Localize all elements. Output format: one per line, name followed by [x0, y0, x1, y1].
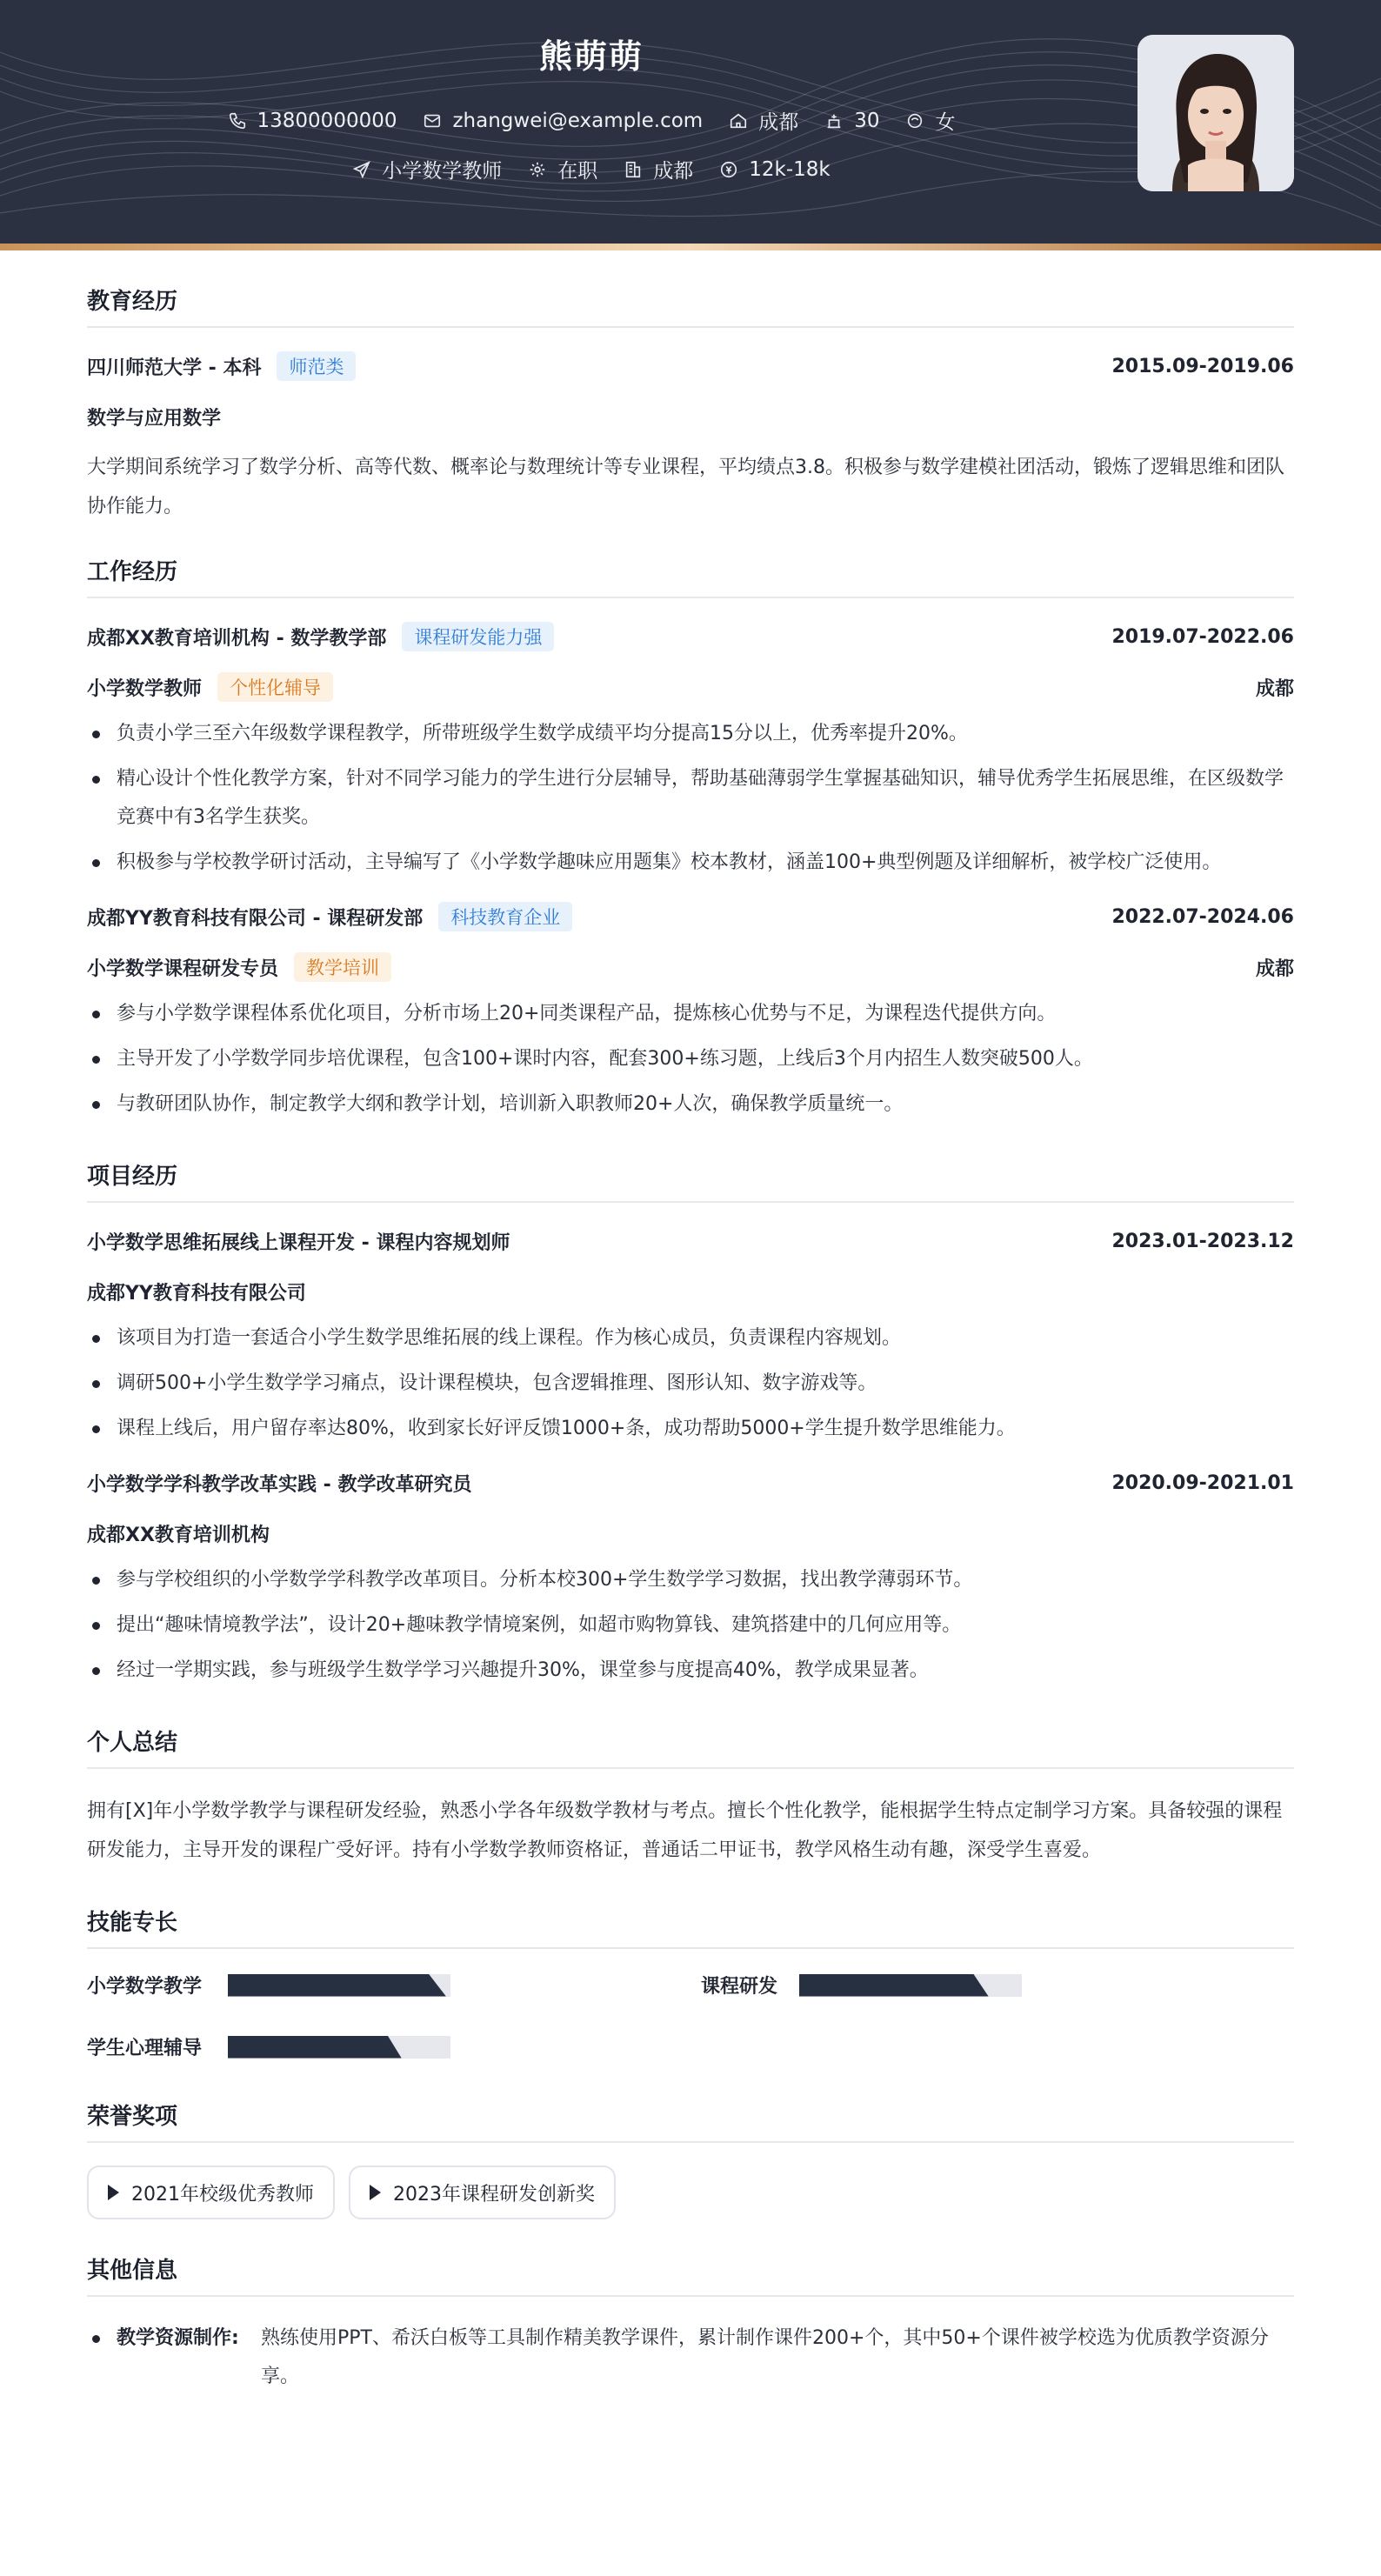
building-icon — [624, 160, 643, 179]
status-icon — [528, 160, 547, 179]
resume-content — [87, 261, 1294, 2396]
email-text: zhangwei@example.com — [452, 109, 704, 132]
education-description: 大学期间系统学习了数学分析、高等代数、概率论与数理统计等专业课程，平均绩点3.8。积极参与数学建模社团活动，锻炼了逻辑思维和团队协作能力。 — [87, 457, 1284, 517]
company-tag: 科技教育企业 — [438, 902, 572, 931]
phone-icon — [228, 111, 247, 130]
work-head — [87, 621, 1294, 652]
skill-fill — [799, 1974, 989, 1997]
project-head — [87, 1225, 1294, 1257]
skill-item — [87, 1972, 701, 1999]
school-line: 四川师范大学 - 本科 — [87, 357, 262, 379]
status-text: 在职 — [557, 160, 598, 183]
salary-item — [719, 158, 830, 181]
list-item: 提出“趣味情境教学法”，设计20+趣味教学情境案例，如超市购物算钱、建筑搭建中的几何应用等。 — [87, 1606, 1294, 1645]
project-name: 小学数学学科教学改革实践 - 教学改革研究员 — [87, 1473, 472, 1496]
gender-item — [905, 106, 955, 135]
section-title-education: 教育经历 — [87, 284, 1294, 328]
hometown-item — [729, 106, 798, 135]
list-item: 参与学校组织的小学数学学科教学改革项目。分析本校300+学生数学学习数据，找出教学薄弱环节。 — [87, 1561, 1294, 1599]
education-entry — [87, 350, 1294, 526]
skill-name: 课程研发 — [701, 1976, 778, 1998]
work-location: 成都 — [1255, 677, 1294, 700]
skill-name: 小学数学教学 — [87, 1976, 203, 1998]
education-dates: 2015.09-2019.06 — [1111, 355, 1294, 377]
role-line — [87, 951, 1294, 983]
list-item: 积极参与学校教学研讨活动，主导编写了《小学数学趣味应用题集》校本教材，涵盖100+典型例题及详细解析，被学校广泛使用。 — [87, 844, 1294, 882]
resume-header — [0, 0, 1381, 247]
age-item — [824, 110, 879, 132]
list-item: 经过一学期实践，参与班级学生数学学习兴趣提升30%，课堂参与度提高40%，教学成果显著。 — [87, 1652, 1294, 1690]
skills-grid — [87, 1972, 1294, 2060]
company-tag: 课程研发能力强 — [402, 622, 554, 651]
role-tag: 个性化辅导 — [217, 672, 333, 702]
company-line: 成都YY教育科技有限公司 - 课程研发部 — [87, 907, 424, 930]
work-head — [87, 901, 1294, 932]
skill-item — [87, 2033, 701, 2060]
list-item: 调研500+小学生数学学习痛点，设计课程模块，包含逻辑推理、图形认知、数字游戏等。 — [87, 1365, 1294, 1403]
work-dates: 2019.07-2022.06 — [1111, 625, 1294, 648]
role-text: 小学数学课程研发专员 — [87, 958, 279, 980]
project-entry — [87, 1467, 1294, 1690]
skill-item — [701, 1972, 1294, 1999]
project-entry — [87, 1225, 1294, 1448]
company-line: 成都XX教育培训机构 - 数学教学部 — [87, 627, 387, 650]
education-section — [87, 284, 1294, 526]
list-item: 负责小学三至六年级数学课程教学，所带班级学生数学成绩平均分提高15分以上，优秀率提升20%。 — [87, 715, 1294, 753]
intent-row — [0, 155, 1183, 184]
work-bullets — [87, 995, 1294, 1124]
list-item: 精心设计个性化教学方案，针对不同学习能力的学生进行分层辅导，帮助基础薄弱学生掌握基础知识，辅导优秀学生拓展思维，在区级数学竞赛中有3名学生获奖。 — [87, 760, 1294, 837]
work-section — [87, 554, 1294, 1124]
project-dates: 2023.01-2023.12 — [1111, 1230, 1294, 1252]
skill-fill — [228, 1974, 446, 1997]
honor-badge — [87, 2166, 335, 2219]
work-dates: 2022.07-2024.06 — [1111, 905, 1294, 928]
honors-section — [87, 2099, 1294, 2219]
salary-icon — [719, 160, 738, 179]
play-triangle-icon — [370, 2185, 381, 2200]
list-item: 主导开发了小学数学同步培优课程，包含100+课时内容，配套300+练习题，上线后3个月内招生人数突破500人。 — [87, 1040, 1294, 1078]
project-org: 成都XX教育培训机构 — [87, 1524, 270, 1546]
phone-text: 13800000000 — [257, 109, 397, 132]
role-tag: 教学培训 — [294, 952, 391, 982]
portrait-image — [1137, 35, 1294, 191]
age-icon — [824, 111, 844, 130]
skill-bar — [799, 1974, 1022, 1997]
profile-photo — [1137, 35, 1294, 191]
section-title-other: 其他信息 — [87, 2252, 1294, 2297]
gender-text: 女 — [935, 111, 956, 134]
project-org: 成都YY教育科技有限公司 — [87, 1282, 306, 1305]
section-title-work: 工作经历 — [87, 554, 1294, 598]
honor-badge — [349, 2166, 616, 2219]
project-bullets — [87, 1319, 1294, 1448]
section-title-skills: 技能专长 — [87, 1905, 1294, 1949]
work-bullets — [87, 715, 1294, 882]
phone-item — [228, 110, 397, 132]
send-icon — [352, 160, 371, 179]
play-triangle-icon — [108, 2185, 119, 2200]
status-item — [528, 155, 597, 184]
honor-text: 2021年校级优秀教师 — [131, 2183, 314, 2206]
section-title-honors: 荣誉奖项 — [87, 2099, 1294, 2143]
summary-section — [87, 1725, 1294, 1870]
skills-section — [87, 1905, 1294, 2060]
skill-bar — [228, 2036, 450, 2059]
age-text: 30 — [854, 109, 880, 132]
role-text: 小学数学教师 — [87, 677, 203, 700]
project-bullets — [87, 1561, 1294, 1690]
work-entry — [87, 901, 1294, 1124]
work-entry — [87, 621, 1294, 882]
other-text: 熟练使用PPT、希沃白板等工具制作精美教学课件，累计制作课件200+个，其中50+个课件被学校选为优质教学资源分享。 — [261, 2327, 1269, 2387]
section-title-summary: 个人总结 — [87, 1725, 1294, 1769]
section-title-projects: 项目经历 — [87, 1158, 1294, 1203]
home-icon — [729, 111, 748, 130]
school-tag: 师范类 — [277, 351, 356, 381]
skill-bar — [228, 1974, 450, 1997]
other-label: 教学资源制作: — [117, 2327, 239, 2349]
candidate-name: 熊萌萌 — [538, 37, 644, 76]
education-head — [87, 350, 1294, 382]
city-text: 成都 — [653, 160, 694, 183]
list-item: 课程上线后，用户留存率达80%，收到家长好评反馈1000+条，成功帮助5000+学生提升数学思维能力。 — [87, 1410, 1294, 1448]
summary-text: 拥有[X]年小学数学教学与课程研发经验，熟悉小学各年级数学教材与考点。擅长个性化教学，能根据学生特点定制学习方案。具备较强的课程研发能力，主导开发的课程广受好评。持有小学数学教师资格证，普通话二甲证书，教学风格生动有趣，深受学生喜爱。 — [87, 1800, 1283, 1861]
project-name: 小学数学思维拓展线上课程开发 - 课程内容规划师 — [87, 1231, 510, 1254]
list-item: 与教研团队协作，制定教学大纲和教学计划，培训新入职教师20+人次，确保教学质量统一。 — [87, 1085, 1294, 1124]
skill-fill — [228, 2036, 402, 2059]
major-line — [87, 401, 1294, 432]
hometown-text: 成都 — [758, 111, 799, 134]
city-item — [624, 155, 693, 184]
project-head — [87, 1467, 1294, 1498]
honors-list — [87, 2166, 1294, 2219]
skill-name: 学生心理辅导 — [87, 2038, 203, 2059]
job-intent-text: 小学数学教师 — [382, 160, 503, 183]
gender-icon — [905, 111, 924, 130]
salary-text: 12k-18k — [749, 157, 831, 181]
job-intent-item — [352, 155, 502, 184]
mail-icon — [423, 111, 442, 130]
list-item: 该项目为打造一套适合小学生数学思维拓展的线上课程。作为核心成员，负责课程内容规划。 — [87, 1319, 1294, 1358]
major-text: 数学与应用数学 — [87, 407, 222, 430]
work-location: 成都 — [1255, 958, 1294, 980]
email-item — [423, 110, 703, 132]
role-line — [87, 671, 1294, 703]
project-dates: 2020.09-2021.01 — [1111, 1472, 1294, 1494]
honor-text: 2023年课程研发创新奖 — [393, 2183, 595, 2206]
other-info-item — [87, 2319, 1294, 2396]
projects-section — [87, 1158, 1294, 1690]
contact-row — [0, 106, 1183, 135]
header-accent-stripe — [0, 244, 1381, 250]
list-item: 参与小学数学课程体系优化项目，分析市场上20+同类课程产品，提炼核心优势与不足，为课程迭代提供方向。 — [87, 995, 1294, 1033]
other-section — [87, 2252, 1294, 2396]
